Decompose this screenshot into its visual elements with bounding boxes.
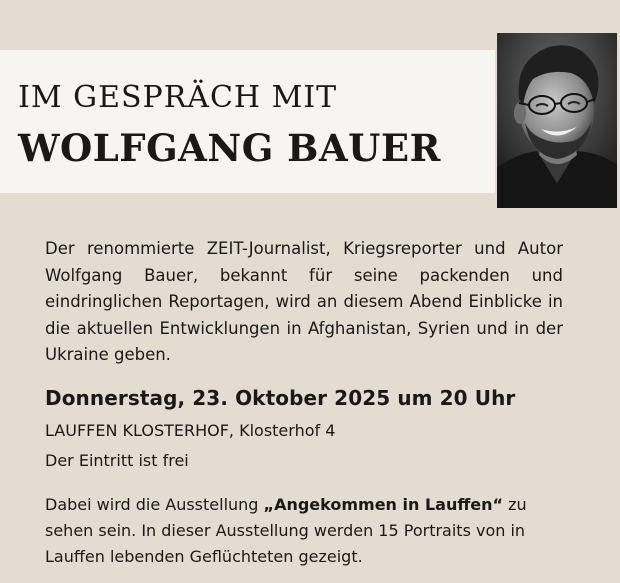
exhibition-paragraph — [45, 492, 575, 570]
speaker-portrait — [497, 33, 617, 208]
speaker-name: WOLFGANG BAUER — [18, 126, 441, 170]
event-date: Donnerstag, 23. Oktober 2025 um 20 Uhr — [45, 386, 516, 410]
exhibition-prefix: Dabei wird die Ausstellung — [45, 495, 264, 514]
title-line-1: IM GESPRÄCH MIT — [18, 80, 338, 115]
intro-paragraph: Der renommierte ZEIT-Journalist, Kriegsreporter und Autor Wolfgang Bauer, bekannt für seine packenden und eindringlichen Reportagen, wird an diesem Abend Einblicke in die aktuellen Entwicklungen in Afghanistan, Syrien und in der Ukraine geben. — [45, 239, 563, 364]
event-venue: LAUFFEN KLOSTERHOF, Klosterhof 4 — [45, 421, 336, 440]
exhibition-suffix: zu sehen sein. In dieser Ausstellung werden 15 Portraits von in Lauffen lebenden Geflüchteten gezeigt. — [45, 495, 527, 566]
exhibition-title: „Angekommen in Lauffen“ — [263, 495, 504, 514]
portrait-photo — [497, 33, 617, 208]
entry-info: Der Eintritt ist frei — [45, 451, 189, 470]
title-band — [0, 50, 495, 193]
